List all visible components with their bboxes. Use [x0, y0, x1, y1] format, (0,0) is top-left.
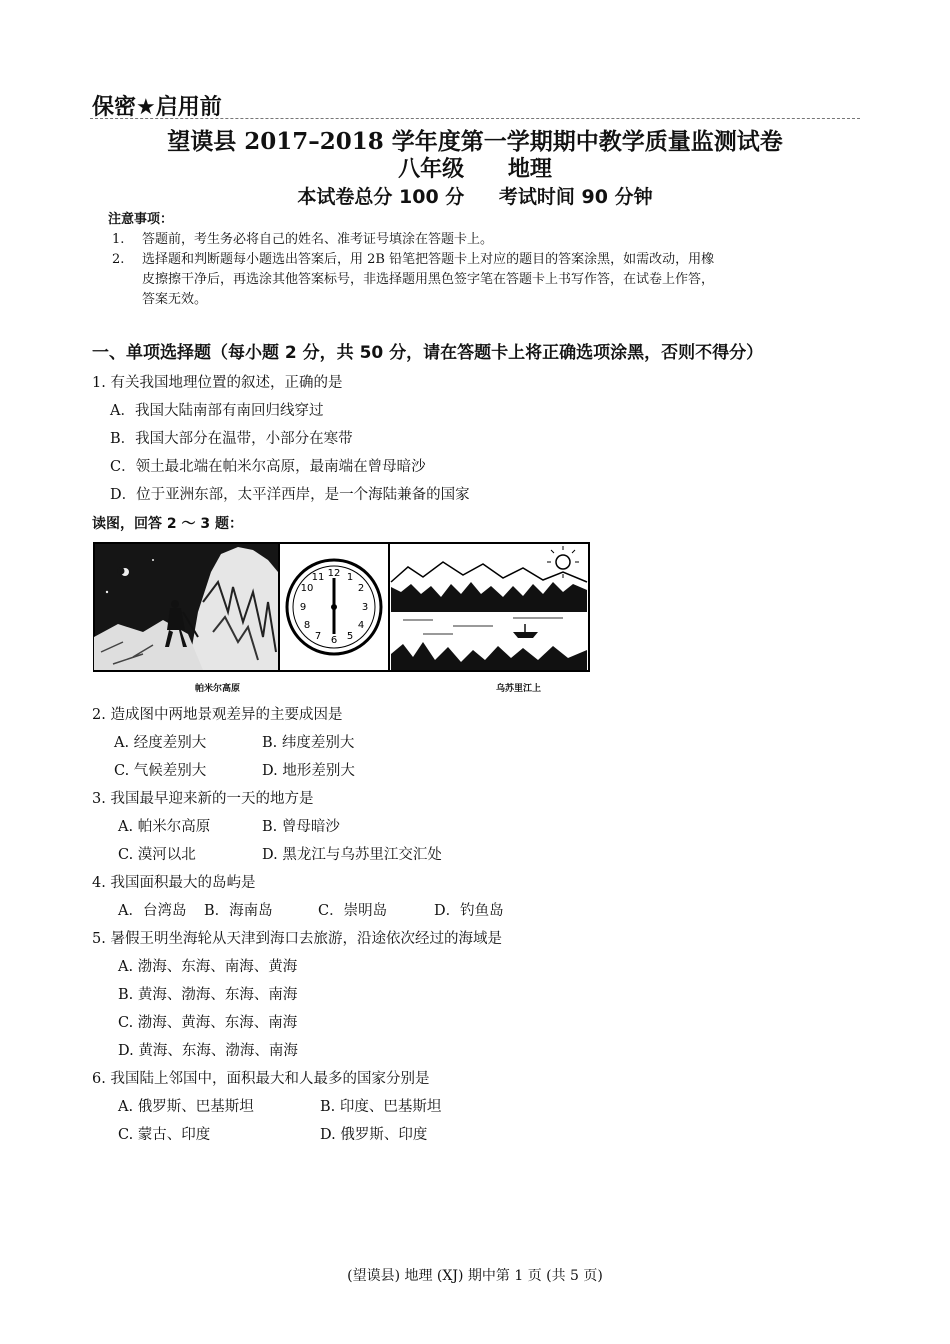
question-stem: 2. 造成图中两地景观差异的主要成因是 — [92, 707, 343, 723]
svg-text:1: 1 — [346, 572, 354, 583]
subject: 地理 — [507, 157, 552, 182]
svg-text:7: 7 — [314, 631, 322, 642]
option: A. 渤海、东海、南海、黄海 — [118, 959, 298, 975]
option: A．我国大陆南部有南回归线穿过 — [110, 403, 324, 419]
option: A. 俄罗斯、巴基斯坦 — [118, 1099, 254, 1115]
svg-text:12: 12 — [327, 568, 341, 579]
question-stem: 3. 我国最早迎来新的一天的地方是 — [92, 791, 314, 807]
option: D. 地形差别大 — [262, 763, 355, 779]
option: D. 黄海、东海、渤海、南海 — [118, 1043, 298, 1059]
svg-text:3: 3 — [361, 602, 369, 613]
page-footer: (望谟县) 地理 (XJ) 期中第 1 页 (共 5 页) — [347, 1268, 603, 1284]
svg-text:8: 8 — [303, 620, 311, 631]
landscape-figure — [93, 542, 590, 694]
section-heading: 一、单项选择题（每小题 2 分，共 50 分，请在答题卡上将正确选项涂黑，否则不得分） — [92, 343, 764, 363]
caption-pamir: 帕米尔高原 — [195, 684, 241, 694]
svg-text:2: 2 — [357, 583, 365, 594]
read-figure-prompt: 读图，回答 2 ～ 3 题： — [92, 516, 243, 532]
notice-number: 2. — [112, 252, 125, 267]
pamir-panel — [94, 543, 279, 671]
exam-title: 望谟县 2017–2018 学年度第一学期期中教学质量监测试卷 — [167, 128, 783, 155]
option: B. 纬度差别大 — [262, 735, 355, 751]
header-divider — [90, 118, 860, 119]
svg-text:6: 6 — [330, 635, 338, 646]
option: B．海南岛 — [204, 903, 273, 919]
option: B. 曾母暗沙 — [262, 819, 340, 835]
option: C. 漠河以北 — [118, 847, 196, 863]
option: D．钓鱼岛 — [434, 903, 504, 919]
clock-panel — [279, 543, 389, 671]
option: C. 蒙古、印度 — [118, 1127, 211, 1143]
notice-heading: 注意事项： — [108, 212, 174, 227]
option: B. 印度、巴基斯坦 — [320, 1099, 442, 1115]
question-stem: 1. 有关我国地理位置的叙述，正确的是 — [92, 375, 343, 391]
notice-text: 皮擦擦干净后，再选涂其他答案标号，非选择题用黑色签字笔在答题卡上书写作答，在试卷上作答， — [142, 272, 715, 287]
option: A．台湾岛 — [118, 903, 187, 919]
svg-text:11: 11 — [311, 572, 325, 583]
svg-text:10: 10 — [300, 583, 314, 594]
svg-text:4: 4 — [357, 620, 365, 631]
option: D. 黑龙江与乌苏里江交汇处 — [262, 847, 442, 863]
exam-duration: 考试时间 90 分钟 — [498, 186, 653, 208]
option: B. 黄海、渤海、东海、南海 — [118, 987, 298, 1003]
option: C. 渤海、黄海、东海、南海 — [118, 1015, 298, 1031]
caption-wusuli: 乌苏里江上 — [496, 684, 542, 694]
svg-text:9: 9 — [299, 602, 307, 613]
option: D. 俄罗斯、印度 — [320, 1127, 428, 1143]
notice-text: 答案无效。 — [142, 292, 208, 307]
option: D．位于亚洲东部，太平洋西岸，是一个海陆兼备的国家 — [110, 487, 470, 503]
option: A. 经度差别大 — [114, 735, 207, 751]
figure-illustration — [93, 542, 590, 672]
confidential-label: 保密★启用前 — [92, 95, 222, 120]
notice-text: 选择题和判断题每小题选出答案后，用 2B 铅笔把答题卡上对应的题目的答案涂黑，如需改动，用橡 — [142, 252, 715, 267]
option: C．崇明岛 — [318, 903, 388, 919]
svg-text:5: 5 — [346, 631, 354, 642]
grade: 八年级 — [398, 157, 465, 182]
question-stem: 4. 我国面积最大的岛屿是 — [92, 875, 256, 891]
total-score: 本试卷总分 100 分 — [297, 186, 465, 208]
option: C. 气候差别大 — [114, 763, 207, 779]
option: A. 帕米尔高原 — [118, 819, 211, 835]
notice-number: 1. — [112, 232, 125, 247]
question-stem: 5. 暑假王明坐海轮从天津到海口去旅游，沿途依次经过的海域是 — [92, 931, 502, 947]
exam-info — [0, 182, 950, 209]
grade-subject — [0, 152, 950, 183]
wusuli-panel — [389, 543, 589, 671]
option: B．我国大部分在温带，小部分在寒带 — [110, 431, 353, 447]
question-stem: 6. 我国陆上邻国中，面积最大和人最多的国家分别是 — [92, 1071, 430, 1087]
notice-text: 答题前，考生务必将自己的姓名、准考证号填涂在答题卡上。 — [142, 232, 494, 247]
option: C．领土最北端在帕米尔高原，最南端在曾母暗沙 — [110, 459, 426, 475]
